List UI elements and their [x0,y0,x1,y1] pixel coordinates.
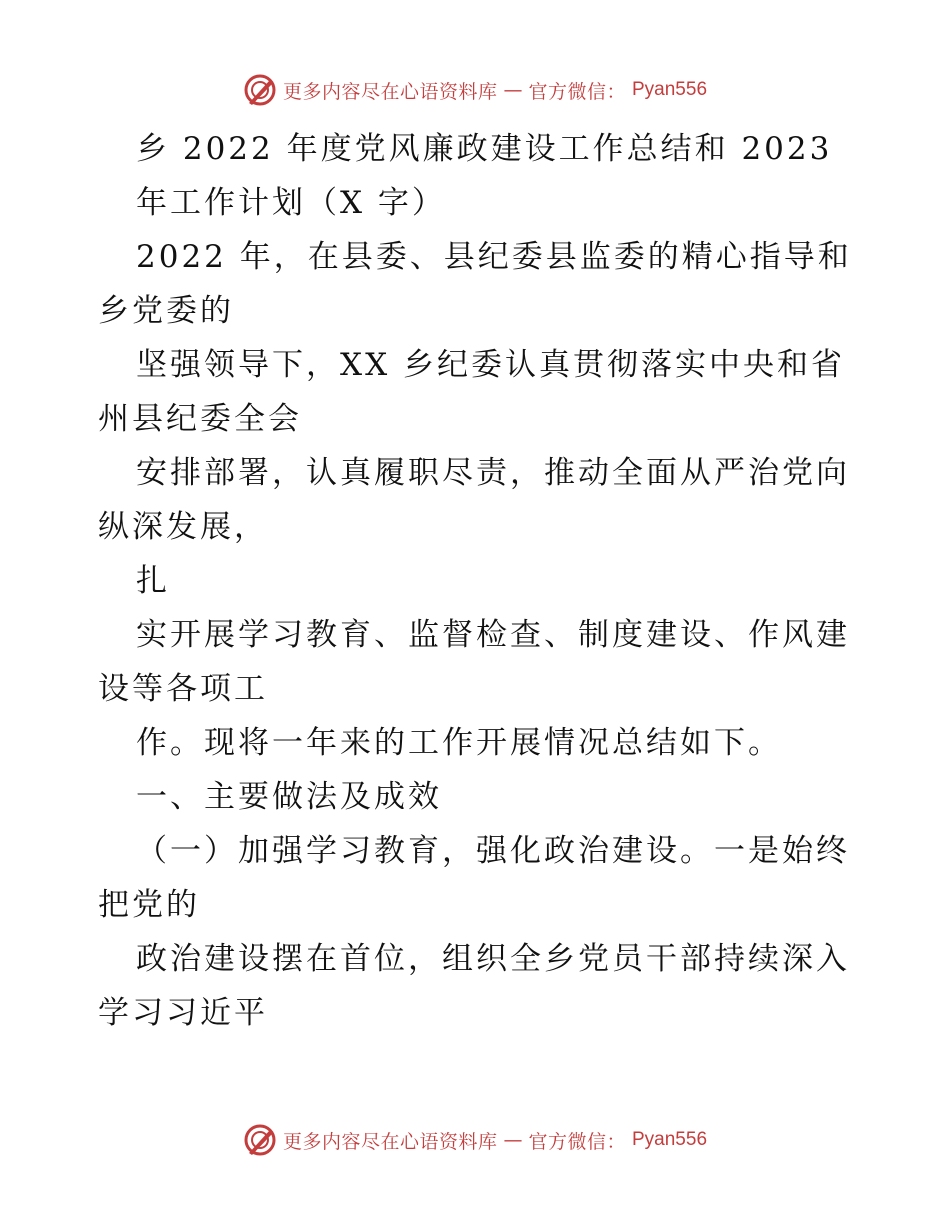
subsection-heading-line: （一）加强学习教育，强化政治建设。一是始终 [136,833,850,869]
watermark-contact-label: 官方微信： [528,80,626,103]
watermark-brand-text: 更多内容尽在心语资料库 [282,1130,498,1153]
document-body [98,122,868,1040]
section-heading: 一、主要做法及成效 [136,779,442,815]
paragraph-line: 作。现将一年来的工作开展情况总结如下。 [136,725,782,761]
paragraph-line: 州县纪委全会 [98,401,302,437]
watermark-contact-id: Pyan556 [632,79,708,100]
paragraph-line: 政治建设摆在首位，组织全乡党员干部持续深入 [136,941,850,977]
document-title-line-2: 年工作计划（X 字） [136,185,446,221]
paragraph-line: 安排部署，认真履职尽责，推动全面从严治党向 [136,455,850,491]
watermark-contact-label: 官方微信： [528,1130,626,1153]
paragraph-line: 纵深发展， [98,509,268,545]
paragraph-line: 2022 年，在县委、县纪委县监委的精心指导和 [136,239,852,275]
watermark-dash: — [503,1129,523,1151]
watermark-contact-id: Pyan556 [632,1129,708,1150]
watermark-brand-text: 更多内容尽在心语资料库 [282,80,498,103]
watermark-dash: — [503,79,523,101]
paragraph-line: 坚强领导下，XX 乡纪委认真贯彻落实中央和省 [136,347,845,383]
paragraph-line: 学习习近平 [98,995,268,1031]
paragraph-line: 实开展学习教育、监督检查、制度建设、作风建 [136,617,850,653]
header-watermark [0,70,950,110]
paragraph-line: 设等各项工 [98,671,268,707]
paragraph-line: 扎 [136,563,170,599]
footer-watermark [0,1120,950,1160]
pen-logo-icon [243,1123,277,1157]
paragraph-line: 把党的 [98,887,200,923]
document-title-line-1: 乡 2022 年度党风廉政建设工作总结和 2023 [136,131,833,167]
paragraph-line: 乡党委的 [98,293,234,329]
pen-logo-icon [243,73,277,107]
